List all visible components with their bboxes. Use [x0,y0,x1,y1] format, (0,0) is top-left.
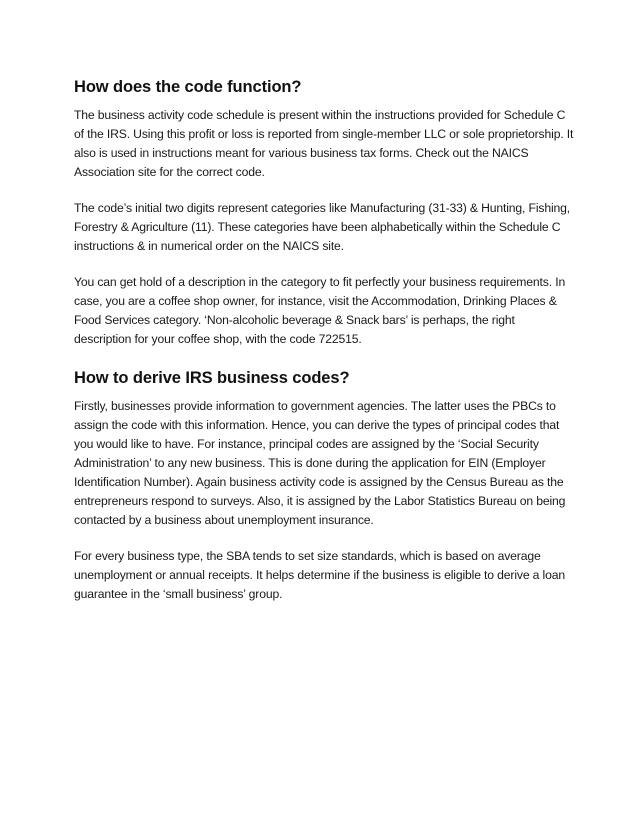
document-page [74,76,574,621]
paragraph-government-agencies: Firstly, businesses provide information to government agencies. The latter uses the PBCs to assign the code with this information. Hence, you can derive the types of principal codes that you would like to have. For instance, principal codes are assigned by the ‘Social Security Administration’ to any new business. This is done during the application for EIN (Employer Identification Number). Again business activity code is assigned by the Census Bureau as the entrepreneurs respond to surveys. Also, it is assigned by the Labor Statistics Bureau on being contacted by a business about unemployment insurance. [74,399,566,527]
paragraph-code-digits: The code’s initial two digits represent categories like Manufacturing (31-33) & Hunting, Fishing, Forestry & Agriculture (11). These categories have been alphabetically within the Schedule C instructions & in numerical order on the NAICS site. [74,201,571,253]
paragraph-sba-size-standards: For every business type, the SBA tends to set size standards, which is based on average unemployment or annual receipts. It helps determine if the business is eligible to derive a loan guarantee in the ‘small business’ group. [74,549,565,601]
section-heading-code-function: How does the code function? [74,78,302,96]
section-heading-derive-codes: How to derive IRS business codes? [74,369,350,387]
paragraph-description-category: You can get hold of a description in the category to fit perfectly your business requirements. In case, you are a coffee shop owner, for instance, visit the Accommodation, Drinking Places & Food Services category. ‘Non-alcoholic beverage & Snack bars’ is perhaps, the right description for your coffee shop, with the code 722515. [74,275,566,346]
paragraph-schedule-c: The business activity code schedule is present within the instructions provided for Schedule C of the IRS. Using this profit or loss is reported from single-member LLC or sole proprietorship. It also is used in instructions meant for various business tax forms. Check out the NAICS Association site for the correct code. [74,108,574,179]
